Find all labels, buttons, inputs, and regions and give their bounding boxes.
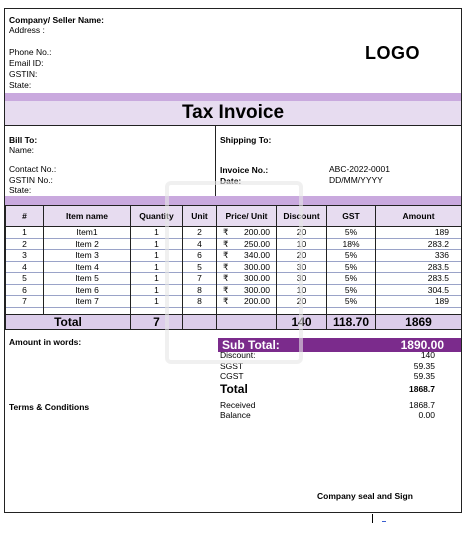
terms-label: Terms & Conditions <box>9 402 90 412</box>
row-unit: 4 <box>183 238 217 250</box>
row-discount: 20 <box>277 296 327 308</box>
row-item-name: Item 7 <box>44 296 131 308</box>
row-discount: 30 <box>277 273 327 285</box>
row-gst: 5% <box>327 273 376 285</box>
row-amount: 283.2 <box>376 238 462 250</box>
row-discount: 10 <box>277 284 327 296</box>
price-value: 200.00 <box>244 296 270 307</box>
cgst-label: CGST <box>220 371 244 381</box>
col-header-amount: Amount <box>376 206 462 227</box>
row-gst: 5% <box>327 296 376 308</box>
title-band-top <box>5 93 461 101</box>
date-label: Date: <box>220 176 242 186</box>
watermark-icon <box>165 181 303 364</box>
currency-symbol: ₹ <box>223 273 229 284</box>
name-label: Name: <box>9 145 35 155</box>
row-discount: 20 <box>277 227 327 239</box>
row-quantity: 1 <box>131 261 183 273</box>
cursor-mark <box>382 521 386 522</box>
row-quantity: 1 <box>131 250 183 262</box>
buyer-gstin-label: GSTIN No.: <box>9 175 53 185</box>
summary-balance-row <box>220 411 435 420</box>
balance-value: 0.00 <box>418 410 435 420</box>
company-label: Company/ Seller Name: <box>9 15 104 25</box>
col-header-number: # <box>6 206 44 227</box>
row-unit: 2 <box>183 227 217 239</box>
currency-symbol: ₹ <box>223 238 229 249</box>
row-discount: 10 <box>277 238 327 250</box>
row-item-name: Item 6 <box>44 284 131 296</box>
col-header-quantity: Quantity <box>131 206 183 227</box>
price-value: 250.00 <box>244 238 270 249</box>
title-divider <box>5 125 461 126</box>
gstin-label: GSTIN: <box>9 69 38 79</box>
state-label: State: <box>9 80 32 90</box>
invoice-title: Tax Invoice <box>181 102 285 123</box>
row-number: 6 <box>6 284 44 296</box>
row-amount: 283.5 <box>376 273 462 285</box>
row-number: 5 <box>6 273 44 285</box>
row-amount: 283.5 <box>376 261 462 273</box>
summary-total-row <box>220 382 435 396</box>
total-amount: 1869 <box>376 314 462 329</box>
row-item-name: Item 3 <box>44 250 131 262</box>
address-label: Address : <box>9 25 45 35</box>
row-number: 2 <box>6 238 44 250</box>
company-seal-label: Company seal and Sign <box>317 491 413 501</box>
balance-label: Balance <box>220 410 251 420</box>
price-value: 200.00 <box>244 227 270 238</box>
row-quantity: 1 <box>131 296 183 308</box>
row-item-name: Item 5 <box>44 273 131 285</box>
currency-symbol: ₹ <box>223 261 229 272</box>
discount-label: Discount: <box>220 350 256 360</box>
contact-label: Contact No.: <box>9 164 57 174</box>
row-unit: 8 <box>183 284 217 296</box>
received-value: 1868.7 <box>409 400 435 410</box>
grand-total-value: 1868.7 <box>409 384 435 394</box>
sgst-value: 59.35 <box>413 361 435 371</box>
company-logo: LOGO <box>365 43 420 63</box>
row-amount: 336 <box>376 250 462 262</box>
row-item-name: Item 4 <box>44 261 131 273</box>
bill-to-label: Bill To: <box>9 135 38 145</box>
sgst-label: SGST <box>220 361 244 371</box>
date-value: DD/MM/YYYY <box>329 175 383 185</box>
row-quantity: 1 <box>131 238 183 250</box>
currency-symbol: ₹ <box>223 284 229 295</box>
row-discount: 30 <box>277 261 327 273</box>
row-quantity: 1 <box>131 273 183 285</box>
discount-value: 140 <box>420 350 435 360</box>
currency-symbol: ₹ <box>223 227 229 238</box>
price-value: 300.00 <box>244 261 270 272</box>
col-header-price: Price/ Unit <box>217 206 277 227</box>
total-quantity: 7 <box>131 314 183 329</box>
col-header-discount: Discount <box>277 206 327 227</box>
title-band <box>5 101 461 125</box>
price-value: 300.00 <box>244 273 270 284</box>
email-label: Email ID: <box>9 58 44 68</box>
row-amount: 304.5 <box>376 284 462 296</box>
amount-words-label: Amount in words: <box>9 337 82 347</box>
row-quantity: 1 <box>131 227 183 239</box>
total-label: Total <box>6 314 131 329</box>
summary-cgst-row <box>220 372 435 381</box>
phone-label: Phone No.: <box>9 47 52 57</box>
subtotal-value: 1890.00 <box>400 338 444 352</box>
currency-symbol: ₹ <box>223 250 229 261</box>
invoice-no-label: Invoice No.: <box>220 165 269 175</box>
row-quantity: 1 <box>131 284 183 296</box>
row-gst: 5% <box>327 250 376 262</box>
total-gst: 118.70 <box>327 314 376 329</box>
invoice-sheet <box>4 8 462 513</box>
col-header-item: Item name <box>44 206 131 227</box>
summary-received-row <box>220 401 435 410</box>
row-number: 1 <box>6 227 44 239</box>
col-header-unit: Unit <box>183 206 217 227</box>
grand-total-label: Total <box>220 382 248 396</box>
row-gst: 5% <box>327 284 376 296</box>
currency-symbol: ₹ <box>223 296 229 307</box>
cgst-value: 59.35 <box>413 371 435 381</box>
invoice-no-value: ABC-2022-0001 <box>329 164 390 174</box>
row-unit: 6 <box>183 250 217 262</box>
ship-to-label: Shipping To: <box>220 135 272 145</box>
row-unit: 7 <box>183 273 217 285</box>
row-unit: 8 <box>183 296 217 308</box>
row-number: 4 <box>6 261 44 273</box>
row-number: 3 <box>6 250 44 262</box>
row-gst: 5% <box>327 227 376 239</box>
price-value: 300.00 <box>244 284 270 295</box>
received-label: Received <box>220 400 256 410</box>
subtotal-label: Sub Total: <box>222 338 280 352</box>
row-amount: 189 <box>376 227 462 239</box>
row-item-name: Item1 <box>44 227 131 239</box>
price-value: 340.00 <box>244 250 270 261</box>
total-discount: 140 <box>277 314 327 329</box>
row-gst: 18% <box>327 238 376 250</box>
row-unit: 5 <box>183 261 217 273</box>
col-header-gst: GST <box>327 206 376 227</box>
row-discount: 20 <box>277 250 327 262</box>
buyer-state-label: State: <box>9 185 32 195</box>
row-gst: 5% <box>327 261 376 273</box>
row-number: 7 <box>6 296 44 308</box>
text-cursor-icon <box>372 514 373 523</box>
row-item-name: Item 2 <box>44 238 131 250</box>
row-amount: 189 <box>376 296 462 308</box>
